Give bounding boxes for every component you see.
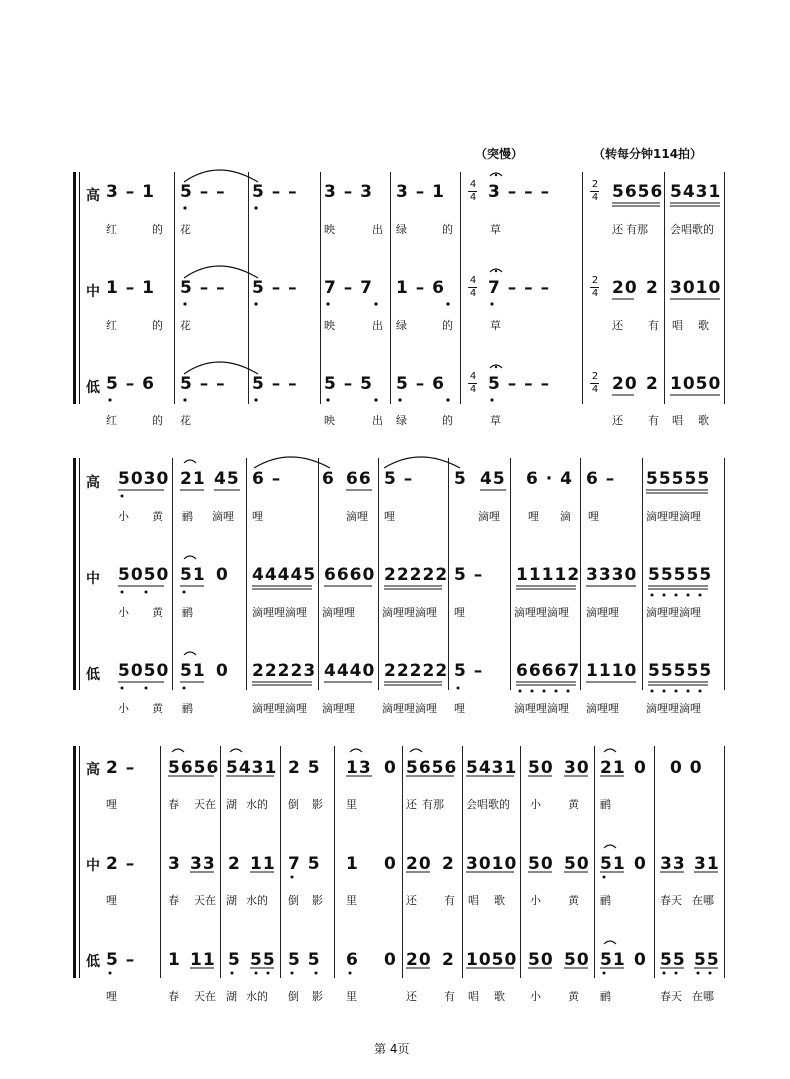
- note-group: 45: [480, 469, 506, 489]
- lyric: 滴哩哩滴哩: [646, 510, 701, 523]
- note-group: 5431: [670, 182, 722, 202]
- lyric: 滴哩哩滴哩: [646, 606, 701, 619]
- note-group: 33: [660, 854, 686, 874]
- lyric: 里: [346, 990, 357, 1003]
- lyric: 红: [106, 223, 117, 236]
- note-group: 5656: [612, 182, 664, 202]
- note-group: 5656: [168, 758, 220, 778]
- lyric: 哩: [252, 510, 263, 523]
- lyric: 滴哩哩: [322, 702, 355, 715]
- lyric: 滴哩哩: [322, 606, 355, 619]
- note-group: 20: [612, 374, 638, 394]
- note-group: 3: [168, 854, 181, 874]
- note-group: 5 –: [106, 950, 136, 970]
- lyric: 鹂: [182, 606, 193, 619]
- lyric: 有那: [626, 223, 648, 236]
- note-group: 21: [180, 469, 206, 489]
- lyric: 倒: [288, 798, 299, 811]
- lyric: 哩: [106, 894, 117, 907]
- system-1-slurs: [0, 0, 790, 420]
- note-group: 0 0: [670, 758, 703, 778]
- note-group: 0: [216, 661, 229, 681]
- lyric: 春天: [660, 894, 682, 907]
- note-group: 5431: [226, 758, 278, 778]
- note-group: 2 5: [288, 758, 321, 778]
- note-group: 0: [384, 854, 397, 874]
- note-group: 5 – –: [252, 278, 298, 298]
- lyric: 草: [490, 223, 501, 236]
- note-group: 0: [384, 950, 397, 970]
- lyric: 滴哩哩滴哩: [382, 702, 437, 715]
- lyric: 哩: [384, 510, 395, 523]
- note-group: 5656: [406, 758, 458, 778]
- note-group: 5 –: [454, 565, 484, 585]
- lyric: 歌: [698, 414, 709, 427]
- lyric: 还: [406, 990, 417, 1003]
- note-group: 51: [180, 661, 206, 681]
- lyric: 还: [612, 223, 623, 236]
- lyric: 鹂: [182, 702, 193, 715]
- note-group: 6 · 4: [526, 469, 573, 489]
- note-group: 50: [528, 758, 554, 778]
- note-group: 5 – –: [180, 374, 226, 394]
- lyric: 映: [324, 319, 335, 332]
- lyric: 有: [648, 319, 659, 332]
- lyric: 哩: [106, 798, 117, 811]
- time-signature: 2 4: [591, 275, 599, 299]
- note-group: 5 – –: [252, 374, 298, 394]
- voice-label-mid: 中: [86, 284, 100, 300]
- note-group: 3 – – –: [488, 182, 551, 202]
- lyric: 水的: [246, 798, 268, 811]
- time-signature: 2 4: [591, 371, 599, 395]
- note-group: 1 – 1: [106, 278, 155, 298]
- note-group: 0: [634, 950, 647, 970]
- lyric: 映: [324, 223, 335, 236]
- lyric: 里: [346, 798, 357, 811]
- note-group: 5 – 6: [396, 374, 445, 394]
- note-group: 22223: [252, 661, 317, 681]
- note-group: 5 – –: [180, 182, 226, 202]
- lyric: 滴哩: [478, 510, 500, 523]
- lyric: 有: [444, 894, 455, 907]
- lyric: 滴: [560, 510, 571, 523]
- note-group: 11: [250, 854, 276, 874]
- note-group: 3 – 1: [396, 182, 445, 202]
- note-group: 3010: [466, 854, 518, 874]
- lyric: 天在: [194, 894, 216, 907]
- note-group: 51: [600, 854, 626, 874]
- lyric: 还: [612, 414, 623, 427]
- lyric: 滴哩哩滴哩: [252, 702, 307, 715]
- note-group: 5 –: [384, 469, 414, 489]
- lyric: 水的: [246, 894, 268, 907]
- lyric: 还: [612, 319, 623, 332]
- note-group: 1050: [466, 950, 518, 970]
- lyric: 红: [106, 319, 117, 332]
- note-group: 11: [190, 950, 216, 970]
- note-group: 1110: [586, 661, 638, 681]
- note-group: 22222: [384, 565, 449, 585]
- lyric: 滴哩哩滴哩: [252, 606, 307, 619]
- lyric: 小: [530, 798, 541, 811]
- lyric: 滴哩: [346, 510, 368, 523]
- note-group: 2 –: [106, 854, 136, 874]
- lyric: 鹂: [182, 510, 193, 523]
- note-group: 1050: [670, 374, 722, 394]
- note-group: 2: [228, 854, 241, 874]
- lyric: 黄: [568, 798, 579, 811]
- lyric: 小: [530, 894, 541, 907]
- note-group: 55: [250, 950, 276, 970]
- lyric: 影: [312, 990, 323, 1003]
- note-group: 50: [528, 950, 554, 970]
- note-group: 7 – – –: [488, 278, 551, 298]
- lyric: 的: [442, 319, 453, 332]
- note-group: 55555: [646, 469, 711, 489]
- lyric: 歌: [494, 990, 505, 1003]
- lyric: 的: [442, 414, 453, 427]
- note-group: 11112: [516, 565, 581, 585]
- lyric: 映: [324, 414, 335, 427]
- tempo-change-mark: （转每分钟114拍）: [593, 147, 703, 161]
- lyric: 滴哩哩滴哩: [646, 702, 701, 715]
- note-group: 5431: [466, 758, 518, 778]
- note-group: 5050: [118, 565, 170, 585]
- lyric: 的: [152, 414, 163, 427]
- note-group: 5 – 6: [106, 374, 155, 394]
- note-group: 5 – –: [252, 182, 298, 202]
- note-group: 1 – 6: [396, 278, 445, 298]
- note-group: 6: [322, 469, 335, 489]
- lyric: 湖: [226, 990, 237, 1003]
- lyric: 湖: [226, 894, 237, 907]
- note-group: 22222: [384, 661, 449, 681]
- lyric: 出: [372, 414, 383, 427]
- note-group: 30: [564, 758, 590, 778]
- note-group: 55: [660, 950, 686, 970]
- note-group: 44445: [252, 565, 317, 585]
- lyric: 有: [648, 414, 659, 427]
- note-group: 55: [694, 950, 720, 970]
- lyric: 滴哩哩滴哩: [514, 606, 569, 619]
- lyric: 出: [372, 319, 383, 332]
- lyric: 黄: [152, 606, 163, 619]
- lyric: 黄: [568, 990, 579, 1003]
- note-group: 31: [694, 854, 720, 874]
- note-group: 3 – 3: [324, 182, 373, 202]
- lyric: 影: [312, 894, 323, 907]
- lyric: 还: [406, 798, 417, 811]
- lyric: 绿: [396, 414, 407, 427]
- lyric: 唱: [672, 319, 683, 332]
- voice-label-mid: 中: [86, 858, 100, 874]
- lyric: 哩: [588, 510, 599, 523]
- note-group: 51: [180, 565, 206, 585]
- time-signature: 2 4: [591, 179, 599, 203]
- lyric: 会唱歌的: [466, 798, 510, 811]
- lyric: 影: [312, 798, 323, 811]
- lyric: 在哪: [692, 894, 714, 907]
- lyric: 绿: [396, 319, 407, 332]
- lyric: 唱: [468, 990, 479, 1003]
- lyric: 花: [180, 223, 191, 236]
- lyric: 哩: [454, 606, 465, 619]
- voice-label-mid: 中: [86, 571, 100, 587]
- note-group: 2: [442, 854, 455, 874]
- note-group: 5: [228, 950, 241, 970]
- note-group: 7 – 7: [324, 278, 373, 298]
- lyric: 的: [152, 223, 163, 236]
- lyric: 在哪: [692, 990, 714, 1003]
- note-group: 13: [346, 758, 372, 778]
- note-group: 3 – 1: [106, 182, 155, 202]
- note-group: 50: [564, 950, 590, 970]
- note-group: 6 –: [586, 469, 616, 489]
- lyric: 小: [118, 702, 129, 715]
- note-group: 5 – – –: [488, 374, 551, 394]
- lyric: 有那: [422, 798, 444, 811]
- note-group: 3330: [586, 565, 638, 585]
- note-group: 20: [406, 854, 432, 874]
- lyric: 唱: [468, 894, 479, 907]
- note-group: 3010: [670, 278, 722, 298]
- lyric: 春: [168, 798, 179, 811]
- lyric: 小: [118, 510, 129, 523]
- lyric: 歌: [698, 319, 709, 332]
- lyric: 滴哩哩: [586, 702, 619, 715]
- lyric: 红: [106, 414, 117, 427]
- note-group: 5030: [118, 469, 170, 489]
- voice-label-low: 低: [86, 380, 100, 396]
- lyric: 的: [152, 319, 163, 332]
- note-group: 5 5: [288, 950, 321, 970]
- note-group: 0: [634, 758, 647, 778]
- note-group: 5 –: [454, 661, 484, 681]
- lyric: 滴哩哩滴哩: [514, 702, 569, 715]
- lyric: 花: [180, 319, 191, 332]
- lyric: 滴哩: [212, 510, 234, 523]
- lyric: 花: [180, 414, 191, 427]
- lyric: 春天: [660, 990, 682, 1003]
- voice-label-high: 高: [86, 188, 100, 204]
- lyric: 鹂: [600, 798, 611, 811]
- system-2-slurs: [0, 440, 790, 710]
- note-group: 5 – –: [180, 278, 226, 298]
- lyric: 湖: [226, 798, 237, 811]
- note-group: 55555: [648, 565, 713, 585]
- lyric: 会唱歌的: [670, 223, 714, 236]
- note-group: 20: [406, 950, 432, 970]
- lyric: 小: [118, 606, 129, 619]
- lyric: 哩: [454, 702, 465, 715]
- time-signature: 4 4: [469, 371, 477, 395]
- voice-label-low: 低: [86, 667, 100, 683]
- lyric: 黄: [568, 894, 579, 907]
- note-group: 6 –: [252, 469, 282, 489]
- note-group: 66: [346, 469, 372, 489]
- note-group: 1: [346, 854, 359, 874]
- note-group: 0: [216, 565, 229, 585]
- note-group: 50: [528, 854, 554, 874]
- lyric: 春: [168, 894, 179, 907]
- time-signature: 4 4: [469, 179, 477, 203]
- voice-label-high: 高: [86, 762, 100, 778]
- system-3-slurs: [0, 730, 790, 1000]
- page-number: 第 4页: [374, 1042, 410, 1056]
- lyric: 春: [168, 990, 179, 1003]
- note-group: 2 –: [106, 758, 136, 778]
- time-signature: 4 4: [469, 275, 477, 299]
- lyric: 草: [490, 414, 501, 427]
- note-group: 21: [600, 758, 626, 778]
- lyric: 天在: [194, 798, 216, 811]
- lyric: 滴哩哩滴哩: [382, 606, 437, 619]
- lyric: 哩: [528, 510, 539, 523]
- note-group: 51: [600, 950, 626, 970]
- lyric: 的: [442, 223, 453, 236]
- note-group: 6: [346, 950, 359, 970]
- lyric: 天在: [194, 990, 216, 1003]
- note-group: 5: [454, 469, 467, 489]
- lyric: 出: [372, 223, 383, 236]
- note-group: 50: [564, 854, 590, 874]
- note-group: 4440: [324, 661, 376, 681]
- lyric: 鹂: [600, 894, 611, 907]
- note-group: 7 5: [288, 854, 321, 874]
- lyric: 倒: [288, 990, 299, 1003]
- lyric: 绿: [396, 223, 407, 236]
- voice-label-low: 低: [86, 954, 100, 970]
- note-group: 0: [384, 758, 397, 778]
- lyric: 有: [444, 990, 455, 1003]
- lyric: 还: [406, 894, 417, 907]
- note-group: 55555: [648, 661, 713, 681]
- note-group: 2: [646, 374, 659, 394]
- lyric: 唱: [672, 414, 683, 427]
- note-group: 66667: [516, 661, 581, 681]
- lyric: 黄: [152, 510, 163, 523]
- lyric: 倒: [288, 894, 299, 907]
- lyric: 鹂: [600, 990, 611, 1003]
- lyric: 歌: [494, 894, 505, 907]
- lyric: 滴哩哩: [586, 606, 619, 619]
- note-group: 33: [190, 854, 216, 874]
- voice-label-high: 高: [86, 475, 100, 491]
- note-group: 20: [612, 278, 638, 298]
- lyric: 哩: [106, 990, 117, 1003]
- note-group: 6660: [324, 565, 376, 585]
- lyric: 小: [530, 990, 541, 1003]
- lyric: 草: [490, 319, 501, 332]
- tempo-slow-mark: （突慢）: [475, 147, 524, 161]
- note-group: 45: [214, 469, 240, 489]
- note-group: 1: [168, 950, 181, 970]
- lyric: 里: [346, 894, 357, 907]
- lyric: 水的: [246, 990, 268, 1003]
- note-group: 2: [442, 950, 455, 970]
- lyric: 黄: [152, 702, 163, 715]
- note-group: 0: [634, 854, 647, 874]
- note-group: 2: [646, 278, 659, 298]
- note-group: 5 – 5: [324, 374, 373, 394]
- note-group: 5050: [118, 661, 170, 681]
